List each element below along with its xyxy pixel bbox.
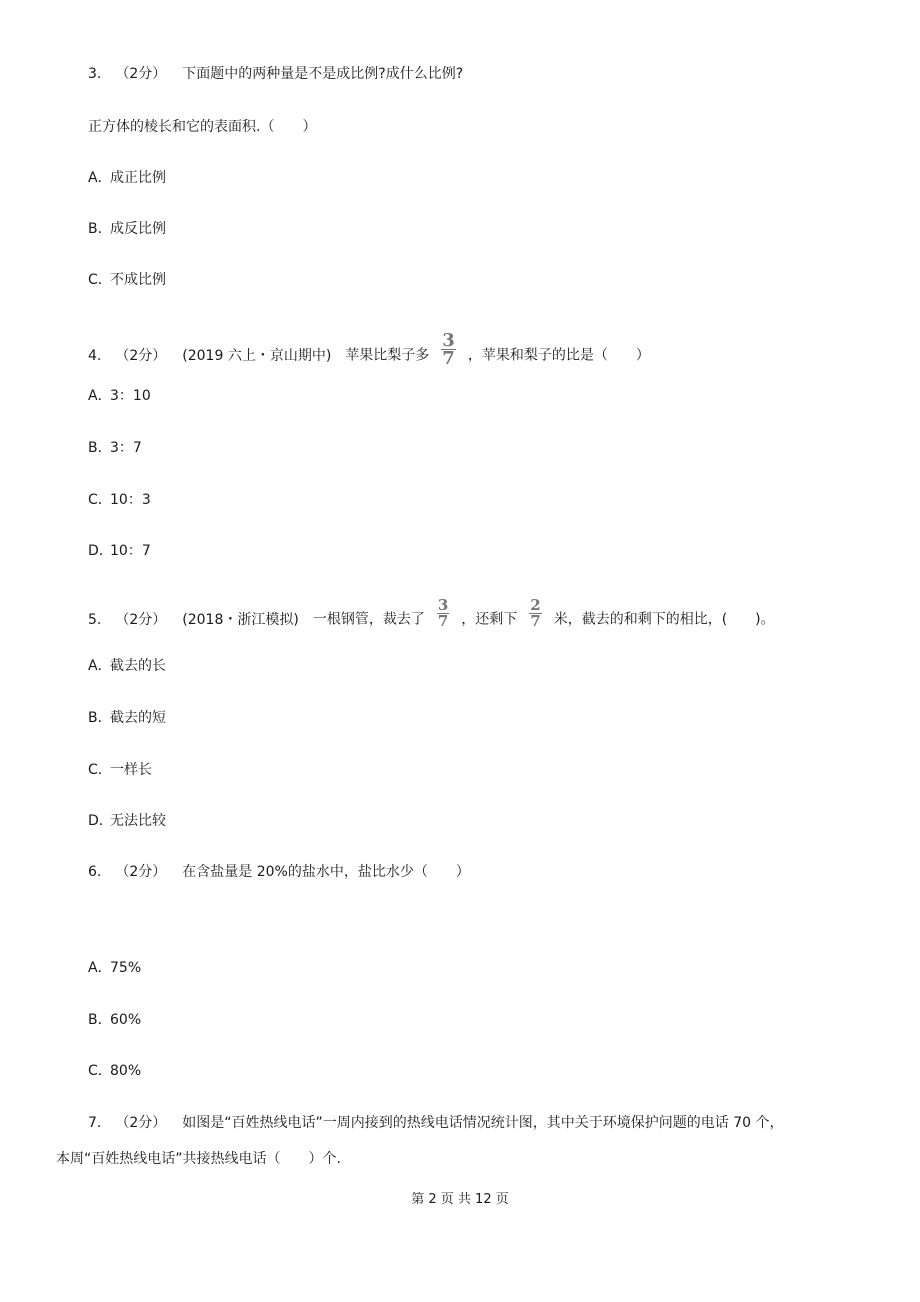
question-4 [88, 330, 650, 373]
question-text: 如图是“百姓热线电话”一周内接到的热线电话情况统计图，其中关于环境保护问题的电话 70 个， [182, 1115, 784, 1131]
fraction [437, 598, 449, 629]
question-score: （2分） [115, 66, 167, 82]
question-text: ，苹果和梨子的比是（ ） [467, 347, 650, 364]
option-a[interactable] [88, 958, 141, 978]
option-a[interactable] [88, 656, 166, 676]
option-a[interactable] [88, 386, 151, 406]
option-label: B． [88, 710, 112, 726]
option-text: 10：7 [110, 543, 151, 559]
question-score: （2分） [115, 347, 167, 364]
option-d[interactable] [88, 541, 151, 561]
option-b[interactable] [88, 1010, 141, 1030]
question-score: （2分） [115, 864, 167, 880]
option-label: D． [88, 813, 113, 829]
option-text: 3：7 [110, 440, 142, 456]
option-c[interactable] [88, 490, 151, 510]
option-text: 截去的短 [110, 710, 166, 726]
question-source: (2019 六上・京山期中) [182, 347, 332, 364]
option-text: 3：10 [110, 388, 151, 404]
option-c[interactable] [88, 1061, 141, 1081]
question-score: （2分） [115, 611, 167, 628]
option-label: A． [88, 658, 112, 674]
option-b[interactable] [88, 438, 142, 458]
question-text: 苹果比梨子多 [345, 347, 430, 364]
option-label: A． [88, 960, 112, 976]
option-c[interactable] [88, 270, 166, 290]
option-text: 10：3 [110, 492, 151, 508]
option-text: 无法比较 [110, 813, 166, 829]
option-text: 不成比例 [110, 272, 166, 288]
fraction-numerator: 3 [437, 596, 449, 614]
option-text: 60% [110, 1012, 142, 1028]
option-text: 80% [110, 1063, 142, 1079]
question-number: 5. [88, 611, 102, 628]
option-label: D． [88, 543, 113, 559]
question-source: (2018・浙江模拟) [182, 611, 299, 628]
option-b[interactable] [88, 708, 166, 728]
option-label: B． [88, 1012, 112, 1028]
option-label: C． [88, 492, 112, 508]
option-text: 成正比例 [110, 170, 166, 186]
question-text: 米，截去的和剩下的相比，( )。 [553, 611, 775, 628]
option-label: A． [88, 388, 112, 404]
option-b[interactable] [88, 219, 166, 239]
question-3 [88, 64, 463, 84]
option-label: C． [88, 762, 112, 778]
question-number: 7. [88, 1115, 102, 1131]
question-score: （2分） [115, 1115, 167, 1131]
fraction-denominator: 7 [530, 612, 541, 630]
option-label: C． [88, 272, 112, 288]
question-text: ，还剩下 [461, 611, 518, 628]
option-a[interactable] [88, 168, 166, 188]
question-text-continued: 本周“百姓热线电话”共接热线电话（ ）个. [56, 1151, 341, 1167]
fraction-numerator: 2 [530, 596, 541, 614]
option-label: A． [88, 170, 112, 186]
page-footer: 第 2 页 共 12 页 [411, 1192, 509, 1207]
question-text: 一根钢管，裁去了 [312, 611, 425, 628]
option-c[interactable] [88, 760, 152, 780]
option-label: B． [88, 440, 112, 456]
fraction-denominator: 7 [442, 348, 455, 369]
question-text: 下面题中的两种量是不是成比例?成什么比例? [182, 66, 464, 82]
option-text: 截去的长 [110, 658, 166, 674]
option-d[interactable] [88, 811, 166, 831]
question-number: 6. [88, 864, 102, 880]
question-number: 4. [88, 347, 102, 364]
question-subtext: 正方体的棱长和它的表面积.（ ） [88, 119, 317, 135]
question-6 [88, 862, 470, 882]
fraction [441, 332, 456, 367]
fraction-denominator: 7 [437, 612, 449, 630]
option-text: 一样长 [110, 762, 152, 778]
fraction [529, 598, 541, 629]
question-number: 3. [88, 66, 102, 82]
option-label: C． [88, 1063, 112, 1079]
question-text: 在含盐量是 20%的盐水中，盐比水少（ ） [182, 864, 470, 880]
option-label: B． [88, 221, 112, 237]
fraction-numerator: 3 [442, 330, 455, 351]
option-text: 成反比例 [110, 221, 166, 237]
option-text: 75% [110, 960, 142, 976]
question-5 [88, 596, 775, 635]
question-7 [88, 1113, 784, 1133]
